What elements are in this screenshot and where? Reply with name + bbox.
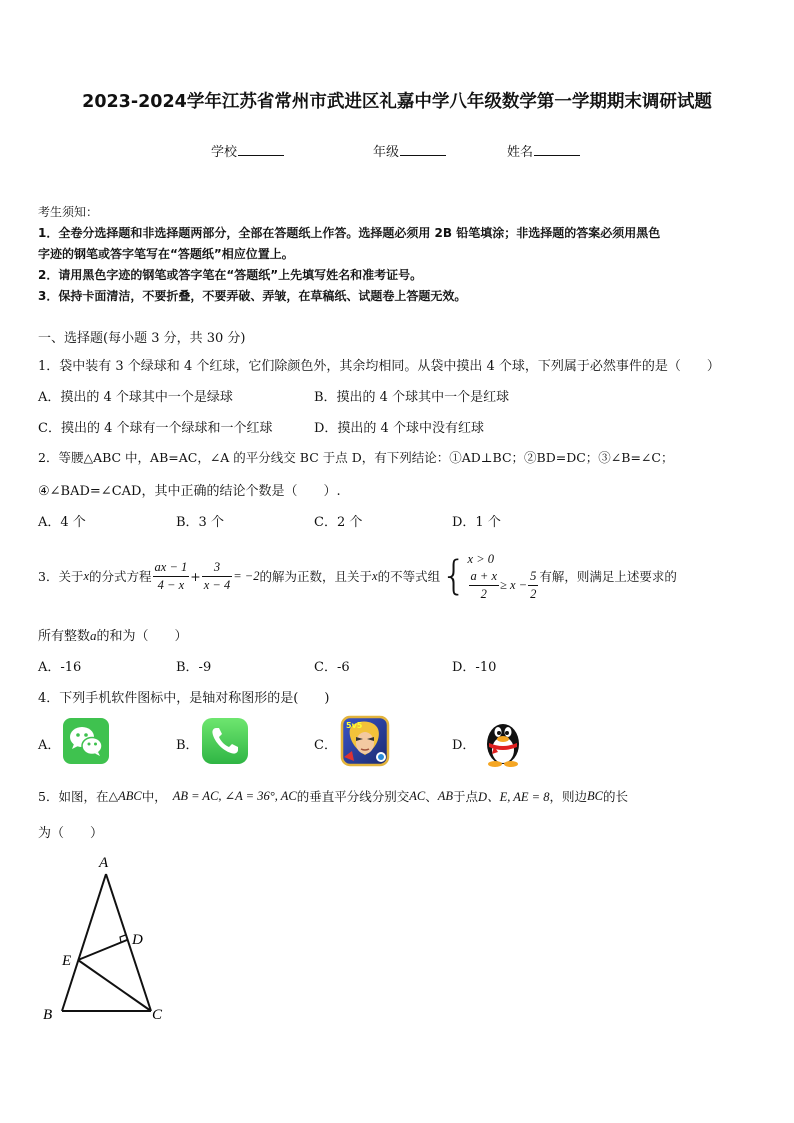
q5-line2: 为（ ）	[38, 826, 104, 841]
q1-stem: 1．袋中装有 3 个绿球和 4 个红球，它们除颜色外，其余均相同。从袋中摸出 4 个球，下列属于必然事件的是（ ）	[38, 359, 720, 374]
q3-relation: ≥ x −	[500, 577, 528, 592]
grade-blank[interactable]	[400, 143, 446, 156]
q3-system-line1: x > 0	[467, 551, 495, 566]
q3-fraction-4: $\frac{5}{2}$	[530, 568, 537, 601]
q5-triangle: △ABC	[108, 789, 142, 803]
q2-option-a[interactable]: A．4 个	[38, 515, 86, 530]
q5-bc: BC	[586, 788, 603, 803]
page-title: 2023-2024学年江苏省常州市武进区礼嘉中学八年级数学第一学期期末调研试题	[82, 92, 712, 112]
q3-var-a: a	[90, 628, 97, 643]
q2-option-d[interactable]: D．1 个	[452, 515, 501, 530]
q3-line2-post: 的和为（ ）	[96, 629, 188, 644]
q3-pre: 3．关于	[38, 569, 84, 584]
notice-item-3: 3．保持卡面清洁，不要折叠，不要弄破、弄皱，在草稿纸、试题卷上答题无效。	[38, 289, 467, 303]
q3-option-c[interactable]: C．-6	[314, 660, 350, 675]
qq-penguin-icon[interactable]	[480, 716, 526, 768]
game-icon[interactable]	[340, 715, 390, 767]
q4-option-a[interactable]: A．	[38, 738, 61, 753]
q3-equals: = −2	[233, 568, 260, 583]
side-ac	[106, 874, 151, 1011]
q5-ac: AC	[409, 788, 426, 803]
label-c: C	[152, 1007, 163, 1023]
phone-icon[interactable]	[202, 718, 248, 764]
label-d: D	[132, 932, 143, 948]
section-heading: 一、选择题(每小题 3 分，共 30 分)	[38, 331, 246, 346]
name-field[interactable]	[507, 141, 580, 160]
q5-mid3: 于点	[453, 789, 479, 804]
q2-line1: 2．等腰△ABC 中，AB=AC，∠A 的平分线交 BC 于点 D，有下列结论：①AD⊥BC；②BD=DC；③∠B=∠C；	[38, 450, 674, 465]
q1-option-d[interactable]: D．摸出的 4 个球中没有红球	[314, 421, 484, 436]
q3-mid2: 的解为正数，且关于	[259, 569, 372, 584]
q2-line2: ④∠BAD=∠CAD，其中正确的结论个数是（ ）.	[38, 484, 341, 499]
q3-post: 有解，则满足上述要求的	[539, 569, 677, 584]
label-b: B	[43, 1007, 53, 1023]
notice-item-1b: 字迹的钢笔或答字笔写在“答题纸”相应位置上。	[38, 247, 294, 261]
grade-label: 年级	[373, 145, 400, 160]
q3-stem	[38, 551, 677, 601]
q3-fraction-2: $\frac{3}{x - 4}$	[203, 559, 231, 592]
q3-option-b[interactable]: B．-9	[176, 660, 212, 675]
school-field[interactable]	[211, 141, 284, 160]
wechat-icon[interactable]	[63, 718, 109, 764]
q4-stem: 4．下列手机软件图标中，是轴对称图形的是( )	[38, 691, 330, 706]
q5-pre: 5．如图，在	[38, 789, 109, 804]
school-blank[interactable]	[238, 143, 284, 156]
q4-option-c[interactable]: C．	[314, 738, 337, 753]
segment-ed	[78, 940, 127, 960]
q1-option-b[interactable]: B．摸出的 4 个球其中一个是红球	[314, 390, 510, 405]
q3-option-d[interactable]: D．-10	[452, 660, 497, 675]
name-blank[interactable]	[534, 143, 580, 156]
triangle-figure	[40, 848, 180, 1028]
q3-mid3: 的不等式组	[377, 569, 441, 584]
label-e: E	[62, 953, 72, 969]
q3-line2	[38, 625, 188, 644]
q2-option-c[interactable]: C．2 个	[314, 515, 363, 530]
q5-sep: 、	[425, 789, 438, 804]
q2-option-b[interactable]: B．3 个	[176, 515, 224, 530]
q3-var-x2: x	[372, 568, 378, 583]
q4-option-b[interactable]: B．	[176, 738, 199, 753]
q5-stem	[38, 787, 628, 805]
label-a: A	[99, 855, 109, 871]
q3-fraction-1: $\frac{ax - 1}{4 - x}$	[154, 559, 188, 592]
q3-option-a[interactable]: A．-16	[38, 660, 82, 675]
q3-mid1: 的分式方程	[89, 569, 152, 584]
q3-brace: {	[441, 553, 467, 599]
q5-ab: AB	[437, 788, 454, 803]
q3-fraction-3: $\frac{a + x}{2}$	[470, 568, 498, 601]
q1-option-c[interactable]: C．摸出的 4 个球有一个绿球和一个红球	[38, 421, 273, 436]
q1-option-a[interactable]: A．摸出的 4 个球其中一个是绿球	[38, 390, 233, 405]
q5-mid1: 中，	[141, 789, 167, 804]
q3-system	[468, 550, 540, 603]
side-ab	[62, 874, 106, 1011]
q5-points: D、E, AE = 8	[478, 790, 550, 804]
q5-mid2: 的垂直平分线分别交	[296, 789, 410, 804]
notice-item-2: 2．请用黑色字迹的钢笔或答字笔在“答题纸”上先填写姓名和准考证号。	[38, 268, 423, 282]
q5-condition: AB = AC, ∠A = 36°, AC	[172, 789, 297, 803]
notice-heading: 考生须知：	[38, 205, 99, 219]
q3-var-x: x	[83, 568, 90, 583]
q4-option-d[interactable]: D．	[452, 738, 476, 753]
q3-line2-pre: 所有整数	[38, 629, 91, 644]
q5-mid4: ，则边	[549, 789, 587, 804]
q5-post: 的长	[602, 789, 628, 804]
q3-plus: +	[190, 568, 201, 584]
notice-item-1a: 1．全卷分选择题和非选择题两部分，全部在答题纸上作答。选择题必须用 2B 铅笔填涂；非选择题的答案必须用黑色	[38, 226, 661, 240]
segment-ec	[78, 960, 151, 1011]
grade-field[interactable]	[373, 141, 446, 160]
name-label: 姓名	[507, 145, 534, 160]
q3-system-line2	[468, 568, 540, 603]
school-label: 学校	[211, 145, 238, 160]
game-logo-text: 5v5	[346, 721, 363, 730]
